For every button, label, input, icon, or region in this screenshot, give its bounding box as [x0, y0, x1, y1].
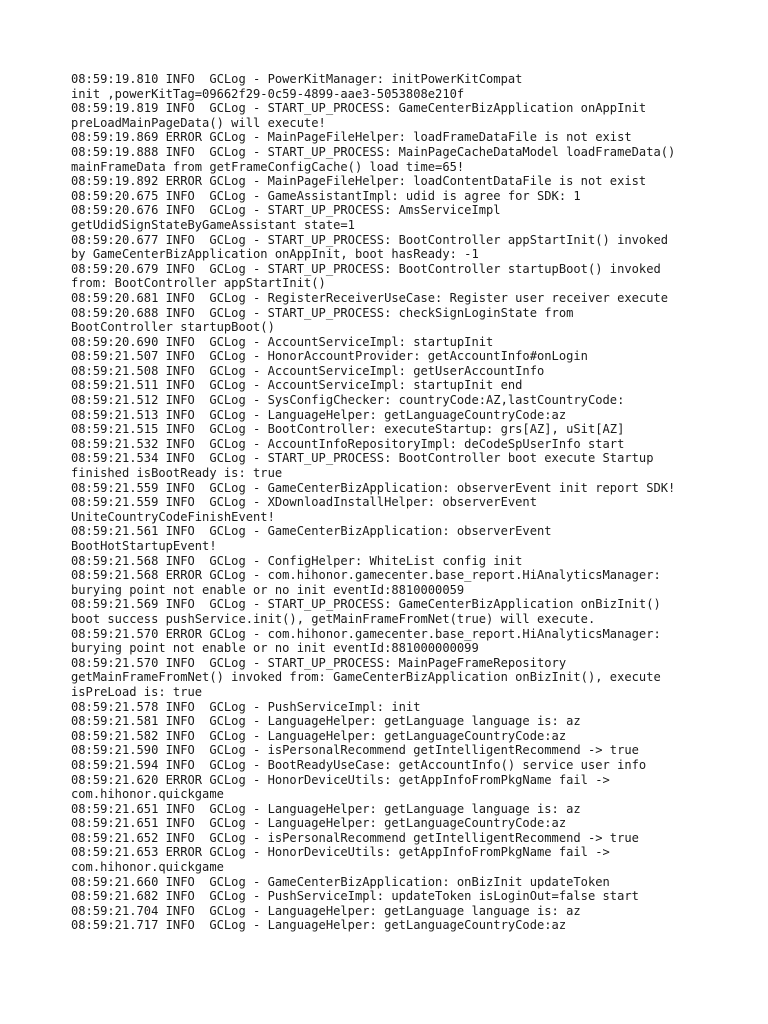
log-line: 08:59:21.652 INFO GCLog - isPersonalRecommend getIntelligentRecommend -> true [71, 830, 639, 845]
log-line: boot success pushService.init(), getMainFrameFromNet(true) will execute. [71, 611, 596, 626]
log-line: 08:59:21.559 INFO GCLog - GameCenterBizApplication: observerEvent init report SDK! [71, 480, 676, 495]
log-line: 08:59:21.513 INFO GCLog - LanguageHelper: getLanguageCountryCode:az [71, 407, 567, 422]
log-line: 08:59:21.581 INFO GCLog - LanguageHelper: getLanguage language is: az [71, 714, 581, 729]
log-line: BootHotStartupEvent! [71, 539, 217, 553]
log-line: 08:59:21.568 ERROR GCLog - com.hihonor.gamecenter.base_report.HiAnalyticsManager: [71, 568, 661, 583]
log-line: 08:59:21.511 INFO GCLog - AccountServiceImpl: startupInit end [71, 378, 523, 393]
log-line: 08:59:20.681 INFO GCLog - RegisterReceiverUseCase: Register user receiver execute [71, 290, 669, 305]
log-line: burying point not enable or no init eventId:8810000059 [71, 582, 465, 597]
log-line: 08:59:19.819 INFO GCLog - START_UP_PROCESS: GameCenterBizApplication onAppInit [71, 101, 647, 116]
log-line: 08:59:21.582 INFO GCLog - LanguageHelper: getLanguageCountryCode:az [71, 728, 567, 743]
log-line: mainFrameData from getFrameConfigCache() load time=65! [71, 159, 465, 174]
log-line: 08:59:21.651 INFO GCLog - LanguageHelper: getLanguageCountryCode:az [71, 816, 567, 831]
log-line: 08:59:20.679 INFO GCLog - START_UP_PROCESS: BootController startupBoot() invoked [71, 261, 661, 276]
log-line: 08:59:21.515 INFO GCLog - BootController: executeStartup: grs[AZ], uSit[AZ] [71, 422, 625, 437]
log-line: 08:59:21.569 INFO GCLog - START_UP_PROCESS: GameCenterBizApplication onBizInit() [71, 597, 661, 612]
log-line: BootController startupBoot() [71, 320, 275, 335]
log-line: 08:59:19.810 INFO GCLog - PowerKitManager: initPowerKitCompat [71, 72, 523, 86]
log-line: 08:59:21.570 ERROR GCLog - com.hihonor.gamecenter.base_report.HiAnalyticsManager: [71, 626, 661, 641]
log-line: 08:59:19.888 INFO GCLog - START_UP_PROCESS: MainPageCacheDataModel loadFrameData() [71, 144, 676, 159]
log-line: init ,powerKitTag=09662f29-0c59-4899-aae3-5053808e210f [71, 86, 465, 101]
log-line: 08:59:21.704 INFO GCLog - LanguageHelper: getLanguage language is: az [71, 903, 581, 918]
log-line: 08:59:21.717 INFO GCLog - LanguageHelper: getLanguageCountryCode:az [71, 918, 567, 933]
log-line: 08:59:21.508 INFO GCLog - AccountServiceImpl: getUserAccountInfo [71, 363, 545, 378]
log-line: 08:59:21.512 INFO GCLog - SysConfigChecker: countryCode:AZ,lastCountryCode: [71, 393, 625, 408]
log-line: 08:59:19.892 ERROR GCLog - MainPageFileHelper: loadContentDataFile is not exist [71, 174, 647, 189]
log-line: isPreLoad is: true [71, 684, 203, 699]
log-line: getUdidSignStateByGameAssistant state=1 [71, 217, 355, 232]
log-line: 08:59:21.682 INFO GCLog - PushServiceImpl: updateToken isLoginOut=false start [71, 889, 639, 904]
log-line: finished isBootReady is: true [71, 466, 283, 481]
log-line: 08:59:21.507 INFO GCLog - HonorAccountProvider: getAccountInfo#onLogin [71, 349, 588, 364]
log-line: burying point not enable or no init eventId:881000000099 [71, 641, 479, 656]
log-line: 08:59:20.688 INFO GCLog - START_UP_PROCESS: checkSignLoginState from [71, 305, 574, 320]
log-line: 08:59:21.568 INFO GCLog - ConfigHelper: WhiteList config init [71, 553, 523, 568]
log-line: getMainFrameFromNet() invoked from: GameCenterBizApplication onBizInit(), execute [71, 670, 661, 685]
log-line: 08:59:21.578 INFO GCLog - PushServiceImpl: init [71, 699, 421, 714]
log-line: 08:59:21.653 ERROR GCLog - HonorDeviceUtils: getAppInfoFromPkgName fail -> [71, 845, 610, 860]
log-line: 08:59:20.676 INFO GCLog - START_UP_PROCESS: AmsServiceImpl [71, 203, 501, 218]
log-line: 08:59:21.534 INFO GCLog - START_UP_PROCESS: BootController boot execute Startup [71, 451, 654, 466]
log-line: 08:59:21.660 INFO GCLog - GameCenterBizApplication: onBizInit updateToken [71, 874, 610, 889]
log-line: by GameCenterBizApplication onAppInit, boot hasReady: -1 [71, 247, 479, 262]
log-line: 08:59:21.620 ERROR GCLog - HonorDeviceUtils: getAppInfoFromPkgName fail -> [71, 772, 610, 787]
log-line: 08:59:21.561 INFO GCLog - GameCenterBizApplication: observerEvent [71, 524, 552, 539]
log-line: 08:59:21.590 INFO GCLog - isPersonalRecommend getIntelligentRecommend -> true [71, 743, 639, 758]
log-line: 08:59:21.594 INFO GCLog - BootReadyUseCase: getAccountInfo() service user info [71, 757, 647, 772]
log-line: 08:59:21.559 INFO GCLog - XDownloadInstallHelper: observerEvent [71, 495, 537, 510]
log-line: 08:59:21.570 INFO GCLog - START_UP_PROCESS: MainPageFrameRepository [71, 655, 567, 670]
log-line: 08:59:20.677 INFO GCLog - START_UP_PROCESS: BootController appStartInit() invoked [71, 232, 669, 247]
log-document [71, 72, 711, 933]
log-line: UniteCountryCodeFinishEvent! [71, 509, 275, 524]
log-line: 08:59:20.690 INFO GCLog - AccountServiceImpl: startupInit [71, 334, 494, 349]
log-line: from: BootController appStartInit() [71, 276, 326, 291]
log-line: com.hihonor.quickgame [71, 860, 224, 875]
log-line: 08:59:21.532 INFO GCLog - AccountInfoRepositoryImpl: deCodeSpUserInfo start [71, 436, 625, 451]
log-line: 08:59:20.675 INFO GCLog - GameAssistantImpl: udid is agree for SDK: 1 [71, 188, 581, 203]
log-line: preLoadMainPageData() will execute! [71, 115, 326, 130]
log-line: com.hihonor.quickgame [71, 787, 224, 802]
log-line: 08:59:21.651 INFO GCLog - LanguageHelper: getLanguage language is: az [71, 801, 581, 816]
log-line: 08:59:19.869 ERROR GCLog - MainPageFileHelper: loadFrameDataFile is not exist [71, 130, 632, 145]
